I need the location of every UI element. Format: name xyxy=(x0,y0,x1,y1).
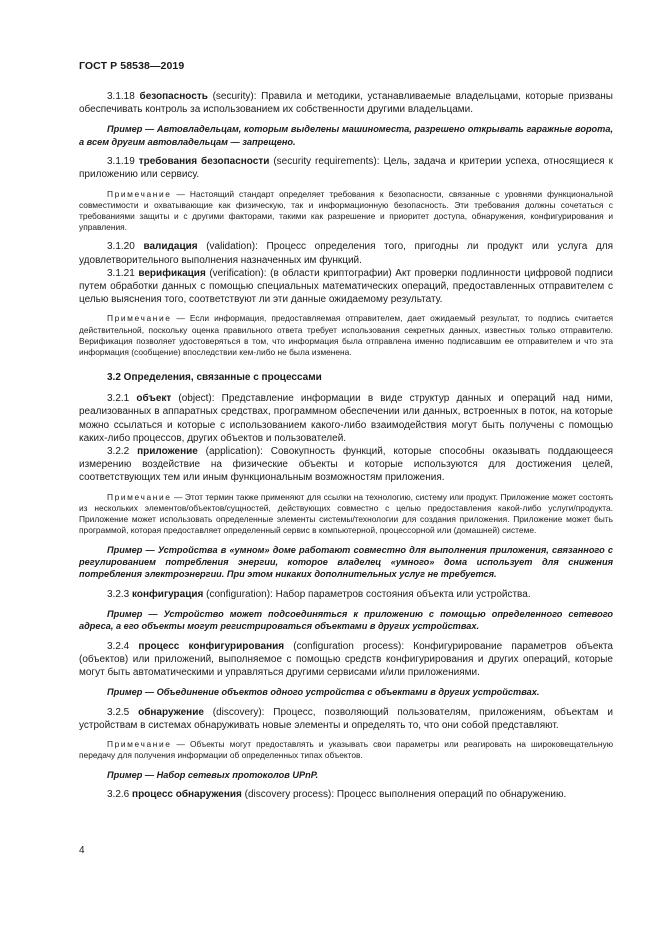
example-upnp: Пример — Набор сетевых протоколов UPnP. xyxy=(107,769,319,780)
term-3-2-2: 3.2.2 приложение (application): Совокупность функций, которые способны оказывать поддающееся измерению воздействие на физические объекты и которые используются для достижения целей, соответствующих тем или иным функциональным возможностям приложения. xyxy=(79,446,613,484)
term-3-1-19: 3.1.19 требования безопасности (security requirements): Цель, задача и критерии успеха, относящиеся к приложению или сервису. xyxy=(79,156,614,181)
example-network-address: Пример — Устройство может подсоединяться к приложению с помощью определенного сетевого адреса, а его объекты могут регистрироваться объектами в других устройствах. xyxy=(79,608,613,632)
term-name: валидация xyxy=(143,241,198,253)
example-objects-union: Пример — Объединение объектов одного устройства с объектами в других устройствах. xyxy=(107,687,540,698)
note-security: Примечание — Настоящий стандарт определяет требования к безопасности, связанные с уровнями функциональной совместимости и охватывающие как физическую, так и информационную безопасность. Эти требования должны сочетаться с требованиями защиты и с другими факторами, такими как разрешение и приоритет доступа, обнаружения, конфигурирования и управления. xyxy=(79,188,613,233)
term-name: процесс обнаружения xyxy=(132,788,242,800)
term-name: приложение xyxy=(137,446,198,458)
term-name: верификация xyxy=(138,267,206,279)
section-heading: 3.2 Определения, связанные с процессами xyxy=(107,372,322,384)
document-header: ГОСТ Р 58538—2019 xyxy=(79,60,185,72)
note-verification: Примечание — Если информация, предоставляемая отправителем, дает ожидаемый результат, то подпись считается действительной, поскольку оценка правильного ответа требует использования секретных данных, известных только отправителю. Верификация позволяет удостоверяться в том, что информация была отправлена именно подписавшим ее отправителем и что эта информация (сообщение) впоследствии кем-либо не была изменена. xyxy=(79,313,613,358)
term-3-1-18: 3.1.18 безопасность (security): Правила и методики, устанавливаемые владельцами, которые призваны обеспечивать контроль за использованием их собственности другими владельцами. xyxy=(79,91,613,116)
term-3-2-6: 3.2.6 процесс обнаружения (discovery process): Процесс выполнения операций по обнаружению. xyxy=(107,788,567,800)
term-3-2-3: 3.2.3 конфигурация (configuration): Набор параметров состояния объекта или устройства. xyxy=(107,588,531,600)
term-name: обнаружение xyxy=(138,706,204,718)
example-smart-home: Пример — Устройства в «умном» доме работают совместно для выполнения приложения, связанного с регулированием потребления энергии, которое владелец «умного» дома использует для снижения потребления электроэнергии. При этом никаких дополнительных услуг не требуется. xyxy=(79,544,613,580)
note-application: Примечание — Этот термин также применяют для ссылки на технологию, систему или продукт. Приложение может состоять из нескольких элементов/объектов/сущностей, действующих совместно с целью предоставления какой-либо услуги/продукта. Приложение может использовать определенные элементы системы/технологии для создания приложения. Приложение может быть программой, которая предоставляет определенный сервис в компьютерной, процессорной или (домашней) системе. xyxy=(79,491,613,536)
term-3-2-4: 3.2.4 процесс конфигурирования (configuration process): Конфигурирование параметров объекта (объектов) или приложений, выполняемое с помощью средств конфигурирования и других операций, которые могут быть автоматическими и управляться другими сервисами и/или приложениями. xyxy=(79,640,613,679)
term-3-1-20: 3.1.20 валидация (validation): Процесс определения того, пригодны ли продукт или услуга для удовлетворительного выполнения назначенных им функций. xyxy=(79,241,614,266)
term-3-2-5: 3.2.5 обнаружение (discovery): Процесс, позволяющий пользователям, приложениям, объектам и устройствам в системах обнаруживать новые элементы и определять то, что они собой представляют. xyxy=(79,706,613,731)
term-name: требования безопасности xyxy=(138,156,270,168)
term-3-1-21: 3.1.21 верификация (verification): (в области криптографии) Акт проверки подлинности цифровой подписи путем обработки данных с помощью специальных математических операций, предоставленных отправителем с целью выяснения того, соответствуют ли эти данные ожидаемому результату. xyxy=(79,267,613,306)
document-body xyxy=(79,90,613,801)
page-number: 4 xyxy=(79,845,85,856)
term-name: конфигурация xyxy=(132,588,204,600)
term-name: процесс конфигурирования xyxy=(138,640,285,652)
note-discovery: Примечание — Объекты могут предоставлять и указывать свои параметры или реагировать на широковещательную передачу для получения информации об определенных типах объектов. xyxy=(79,739,613,761)
example-garage: Пример — Автовладельцам, которым выделены машиноместа, разрешено открывать гаражные ворота, а всем другим автовладельцам — запрещено. xyxy=(79,124,613,147)
term-3-2-1: 3.2.1 объект (object): Представление информации в виде структур данных и операций над ними, реализованных в аппаратных средствах, программном обеспечении или данных, встроенных в поток, на которые можно ссылаться и которые с использованием какого-либо взаимодействия могут быть получены с помощью каких-либо процессов, других объектов и пользователей. xyxy=(79,393,613,444)
term-name: объект xyxy=(136,393,172,405)
term-name: безопасность xyxy=(139,91,208,102)
